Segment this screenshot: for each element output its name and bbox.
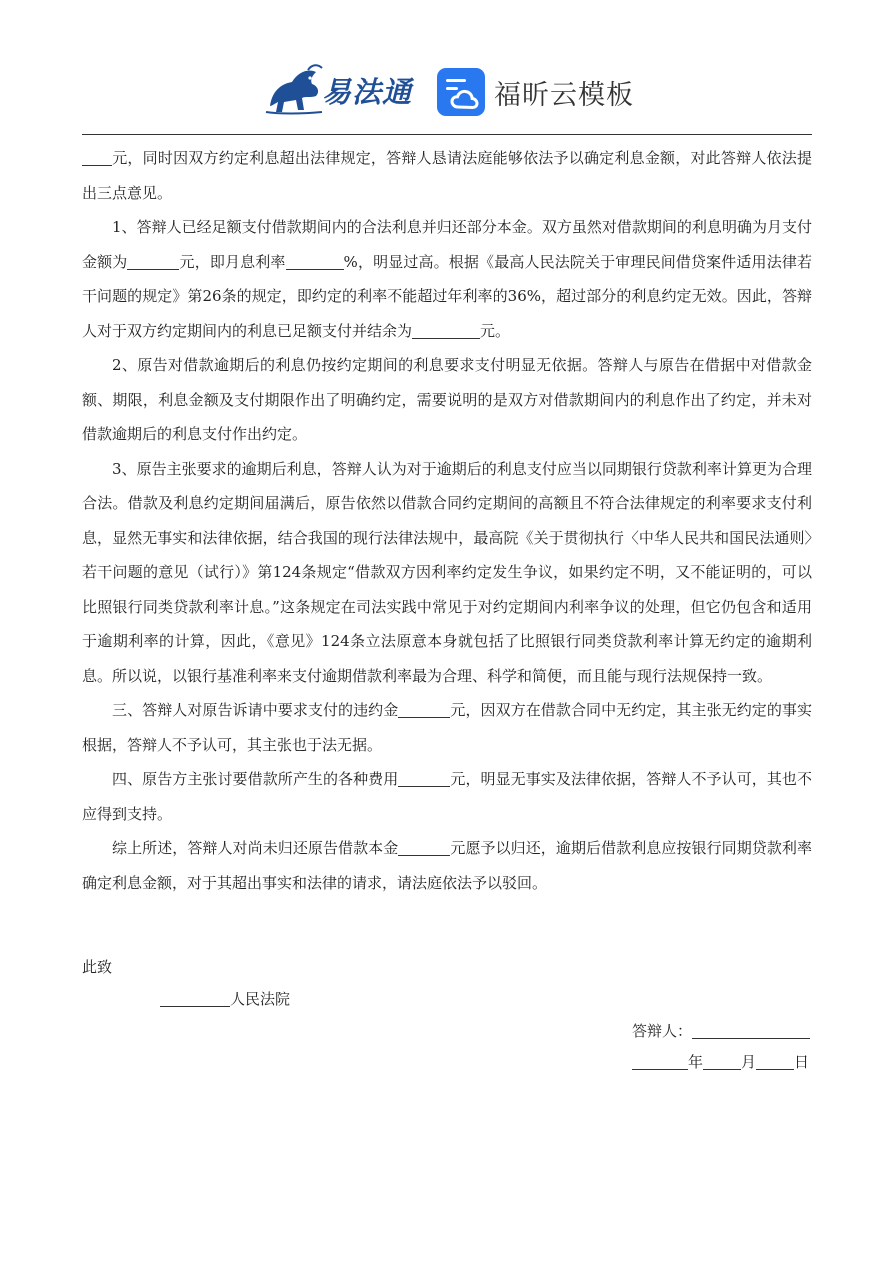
fuxin-logo-text: 福昕云模板 (494, 79, 634, 111)
document-header (0, 0, 893, 135)
amount-blank (398, 701, 450, 718)
amount-blank (82, 149, 112, 166)
yifatong-logo-text: 易法通 (322, 74, 413, 109)
paragraph-point-3: 3、原告主张要求的逾期后利息，答辩人认为对于逾期后的利息支付应当以同期银行贷款利率计算更为合理合法。借款及利息约定期间届满后，原告依然以借款合同约定期间的高额且不符合法律规定的利率要求支付利息，显然无事实和法律依据，结合我国的现行法律法规中，最高院《关于贯彻执行〈中华人民共和国民法通则〉若干问题的意见（试行）》第124条规定“借款双方因利率约定发生争议，如果约定不明，又不能证明的，可以比照银行同类贷款利率计息。”这条规定在司法实践中常见于对约定期间内利率争议的处理，但它仍包含和适用于逾期利率的计算，因此，《意见》124条立法原意本身就包括了比照银行同类贷款利率计算无约定的逾期利息。所以说，以银行基准利率来支付逾期借款利率最为合理、科学和简便，而且能与现行法规保持一致。 (82, 459, 812, 685)
paragraph-intro: 元，同时因双方约定利息超出法律规定，答辩人恳请法庭能够依法予以确定利息金额，对此答辩人依法提出三点意见。 (82, 149, 812, 202)
cloud-document-icon (436, 67, 486, 117)
document-body (82, 141, 812, 900)
yifatong-logo (262, 62, 414, 118)
header-divider (82, 134, 812, 135)
paragraph-conclusion: 综上所述，答辩人对尚未归还原告借款本金 元愿予以归还，逾期后借款利息应按银行同期贷款利率确定利息金额，对于其超出事实和法律的请求，请法庭依法予以驳回。 (82, 839, 812, 892)
respondent-signature: 答辩人： (632, 1021, 810, 1041)
fuxin-logo (436, 66, 636, 118)
month-blank (703, 1053, 741, 1070)
qilin-emblem-icon (262, 62, 326, 118)
respondent-name-blank (692, 1022, 810, 1039)
amount-blank (127, 253, 179, 270)
amount-blank (398, 839, 450, 856)
court-name-blank (160, 990, 230, 1007)
paragraph-penalty: 三、答辩人对原告诉请中要求支付的违约金 元，因双方在借款合同中无约定，其主张无约定的事实根据，答辩人不予认可，其主张也于法无据。 (82, 701, 812, 754)
amount-blank (412, 322, 480, 339)
salutation: 此致 (82, 958, 113, 976)
year-blank (632, 1053, 688, 1070)
date-line: 年 月 日 (632, 1052, 809, 1072)
day-blank (756, 1053, 794, 1070)
rate-blank (286, 253, 344, 270)
court-addressee: 人民法院 (160, 989, 290, 1009)
paragraph-fees: 四、原告方主张讨要借款所产生的各种费用 元，明显无事实及法律依据，答辩人不予认可，其也不应得到支持。 (82, 770, 812, 823)
paragraph-point-1: 1、答辩人已经足额支付借款期间内的合法利息并归还部分本金。双方虽然对借款期间的利息明确为月支付金额为 元，即月息利率 %，明显过高。根据《最高人民法院关于审理民间借贷案件适用法律若干问题的规定》第26条的规定，即约定的利率不能超过年利率的36%，超过部分的利息约定无效。因此，答辩人对于双方约定期间内的利息已足额支付并结余为 元。 (82, 218, 812, 340)
paragraph-point-2: 2、原告对借款逾期后的利息仍按约定期间的利息要求支付明显无依据。答辩人与原告在借据中对借款金额、期限，利息金额及支付期限作出了明确约定，需要说明的是双方对借款期间内的利息作出了约定，并未对借款逾期后的利息支付作出约定。 (82, 356, 812, 443)
amount-blank (398, 770, 450, 787)
